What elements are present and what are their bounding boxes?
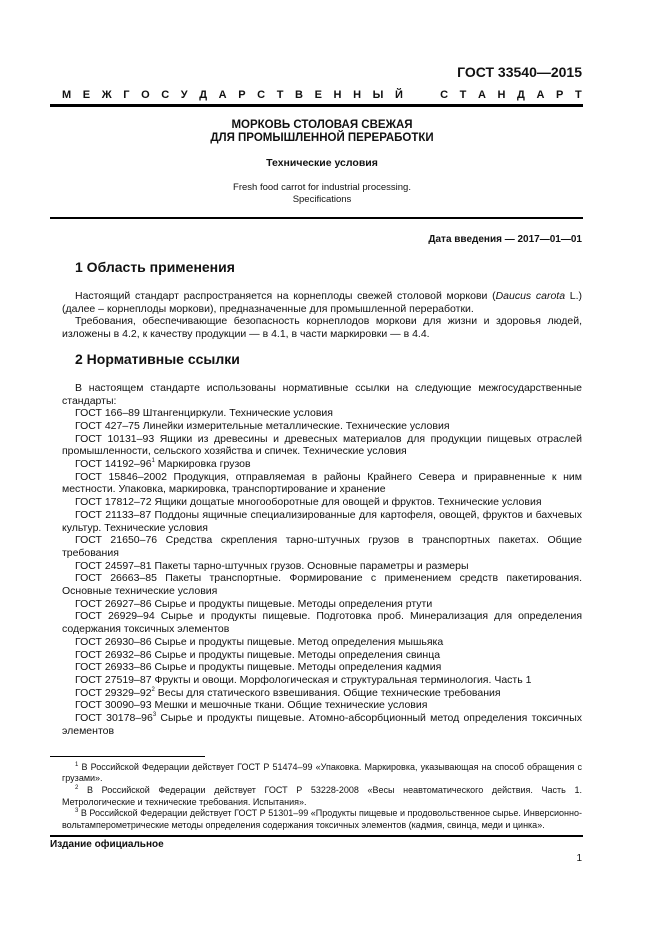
section-2-intro: В настоящем стандарте использованы нормативные ссылки на следующие межгосударственные стандарты: [62, 381, 582, 407]
banner-letter: О [141, 89, 150, 101]
banner-letter: Е [82, 89, 91, 101]
reference-code: ГОСТ 26932–86 [75, 648, 152, 661]
banner-letter: Ж [101, 89, 112, 101]
english-title-line-1: Fresh food carrot for industrial processing. [233, 182, 411, 193]
reference-code: ГОСТ 26927–86 [75, 597, 152, 610]
banner-letter: М [62, 89, 72, 101]
footnote-mark: 3 [152, 712, 157, 719]
reference-item [62, 699, 582, 712]
introduction-date: Дата введения — 2017—01—01 [428, 234, 582, 245]
reference-item [62, 598, 582, 611]
text: Настоящий стандарт распространяется на корнеплоды свежей столовой моркови ( [75, 290, 496, 302]
reference-title: Пакеты транспортные. Формирование с применением средств пакетирования. Основные технические условия [62, 572, 582, 598]
banner-letter: Д [199, 89, 208, 101]
footnote [62, 785, 582, 808]
reference-title: Сырье и продукты пищевые. Методы определения кадмия [151, 661, 442, 674]
section-1-paragraph-1 [62, 290, 582, 315]
footnote-text: В Российской Федерации действует ГОСТ Р 53228-2008 «Весы неавтоматического действия. Часть 1. Метрологические и технические требования. Испытания». [62, 784, 582, 807]
header-rule [50, 104, 583, 107]
footnote [62, 762, 582, 785]
reference-code: ГОСТ 30090–93 [75, 699, 152, 712]
reference-item [62, 687, 582, 700]
reference-item [62, 509, 582, 534]
footnote-number: 2 [75, 784, 79, 791]
official-edition-label: Издание официальное [50, 838, 164, 850]
reference-code: ГОСТ 17812–72 [75, 496, 152, 509]
reference-title: Линейки измерительные металлические. Технические условия [139, 419, 450, 432]
reference-title: Ящики из древесины и древесных материалов для продукции пищевых отраслей промышленности, сельского хозяйства и спичек. Технические условия [62, 432, 582, 458]
footnote-mark: 2 [151, 686, 155, 693]
footnote-number: 3 [75, 808, 79, 815]
english-title-line-2: Specifications [292, 194, 352, 205]
section-1-paragraph-2: Требования, обеспечивающие безопасность корнеплодов моркови для жизни и здоровья людей, изложены в 4.2, к качеству продукции — в 4.1, в части маркировки — в 4.4. [62, 315, 582, 341]
reference-item [62, 534, 582, 559]
page-number: 1 [576, 852, 582, 864]
reference-list [62, 407, 582, 737]
reference-item [62, 661, 582, 674]
banner-letter: Т [459, 89, 467, 101]
reference-item [62, 420, 582, 433]
footnote-rule [50, 756, 205, 757]
reference-code: ГОСТ 26929–94 [75, 610, 155, 623]
section-1-heading: 1 Область применения [75, 259, 235, 275]
document-subtitle: Технические условия [266, 157, 378, 169]
footnote [62, 808, 582, 831]
reference-item [62, 433, 582, 458]
footnote-text: В Российской Федерации действует ГОСТ Р 51301–99 «Продукты пищевые и продовольственное сырье. Инверсионно-вольтамперометрические методы определения содержания токсичных элементов (кадмия, свинца, меди и цинка». [62, 808, 582, 831]
reference-item [62, 610, 582, 635]
reference-title: Фрукты и овощи. Морфологическая и структуральная терминология. Часть 1 [151, 673, 532, 686]
banner-letter: Т [276, 89, 284, 101]
reference-code: ГОСТ 26933–86 [75, 661, 152, 674]
text: L.) (далее – корнеплоды моркови), предназначенные для промышленной переработки. [62, 290, 583, 315]
reference-title: Поддоны ящичные специализированные для картофеля, овощей, фруктов и бахчевых культур. Технические условия [62, 508, 582, 534]
reference-code: ГОСТ 427–75 [75, 419, 140, 432]
title-line-1: МОРКОВЬ СТОЛОВАЯ СВЕЖАЯ [231, 119, 413, 131]
reference-code: ГОСТ 21650–76 [75, 534, 158, 547]
reference-item [62, 458, 582, 471]
banner-letter: Й [394, 89, 403, 101]
reference-title: Штангенциркули. Технические условия [139, 407, 333, 420]
banner-letter [414, 89, 428, 102]
reference-title: Маркировка грузов [154, 458, 251, 471]
footnote-text: В Российской Федерации действует ГОСТ Р 51474–99 «Упаковка. Маркировка, указывающая на способ обращения с грузами». [62, 761, 582, 784]
reference-code: ГОСТ 21133–87 [75, 508, 152, 521]
banner-letter: Т [574, 89, 582, 101]
banner-letter: А [218, 89, 227, 101]
footnote-number: 1 [75, 761, 79, 768]
banner-letter: Н [353, 89, 362, 101]
reference-item [62, 636, 582, 649]
reference-code: ГОСТ 10131–93 [75, 432, 155, 445]
document-title [62, 119, 582, 145]
reference-title: Сырье и продукты пищевые. Методы определения ртути [151, 597, 433, 610]
section-2-body [62, 382, 582, 738]
reference-item [62, 572, 582, 597]
reference-item [62, 471, 582, 496]
interstate-standard-banner [62, 89, 582, 102]
reference-code: ГОСТ 15846–2002 [75, 470, 167, 483]
reference-code: ГОСТ 14192–96 [75, 458, 152, 471]
document-number: ГОСТ 33540—2015 [457, 64, 582, 80]
footnote-mark: 1 [151, 458, 155, 465]
reference-item [62, 560, 582, 573]
title-rule [50, 217, 583, 219]
reference-title: Продукция, отправляемая в районы Крайнего Севера и приравненные к ним местности. Упаковка, маркировка, транспортирование и хранение [62, 470, 582, 496]
banner-letter: Е [314, 89, 322, 101]
document-body [50, 259, 583, 865]
banner-letter: У [180, 89, 188, 101]
reference-code: ГОСТ 166–89 [75, 407, 140, 420]
reference-item [62, 649, 582, 662]
reference-code: ГОСТ 30178–96 [75, 712, 153, 725]
banner-letter: С [161, 89, 170, 101]
reference-code: ГОСТ 24597–81 [75, 559, 152, 572]
reference-title: Весы для статического взвешивания. Общие технические требования [154, 686, 501, 699]
footnotes [62, 762, 582, 832]
banner-letter: Р [238, 89, 246, 101]
reference-title: Мешки и мешочные ткани. Общие технические условия [151, 699, 428, 712]
banner-letter: Р [556, 89, 564, 101]
banner-letter: А [536, 89, 545, 101]
title-line-2: ДЛЯ ПРОМЫШЛЕННОЙ ПЕРЕРАБОТКИ [210, 132, 434, 144]
banner-letter: С [440, 89, 449, 101]
banner-letter: Г [123, 89, 130, 101]
english-title [62, 182, 582, 206]
reference-item [62, 712, 582, 737]
reference-code: ГОСТ 29329–92 [75, 686, 152, 699]
footer-rule [50, 835, 583, 837]
reference-code: ГОСТ 27519–87 [75, 673, 152, 686]
reference-title: Ящики дощатые многооборотные для овощей и фруктов. Технические условия [151, 496, 542, 509]
reference-item [62, 407, 582, 420]
reference-title: Сырье и продукты пищевые. Методы определения свинца [151, 648, 441, 661]
reference-title: Средства скрепления тарно-штучных грузов в транспортных пакетах. Общие требования [62, 534, 583, 559]
banner-letter: В [295, 89, 303, 101]
reference-title: Сырье и продукты пищевые. Атомно-абсорбционный метод определения токсичных элементов [62, 712, 582, 737]
banner-letter: С [257, 89, 266, 101]
section-1-body [62, 290, 582, 341]
reference-code: ГОСТ 26930–86 [75, 635, 152, 648]
reference-title: Пакеты тарно-штучных грузов. Основные параметры и размеры [151, 559, 469, 572]
banner-letter: А [477, 89, 486, 101]
banner-letter: Н [497, 89, 506, 101]
banner-letter: Д [517, 89, 525, 101]
species-name: Daucus carota [495, 290, 566, 302]
section-2-heading: 2 Нормативные ссылки [75, 350, 240, 367]
reference-item [62, 674, 582, 687]
reference-code: ГОСТ 26663–85 [75, 572, 157, 585]
reference-title: Сырье и продукты пищевые. Подготовка проб. Минерализация для определения содержания токсичных элементов [62, 610, 583, 636]
reference-item [62, 496, 582, 509]
banner-letter: Н [333, 89, 342, 101]
banner-letter: Ы [372, 89, 384, 101]
reference-title: Сырье и продукты пищевые. Метод определения мышьяка [151, 635, 444, 648]
